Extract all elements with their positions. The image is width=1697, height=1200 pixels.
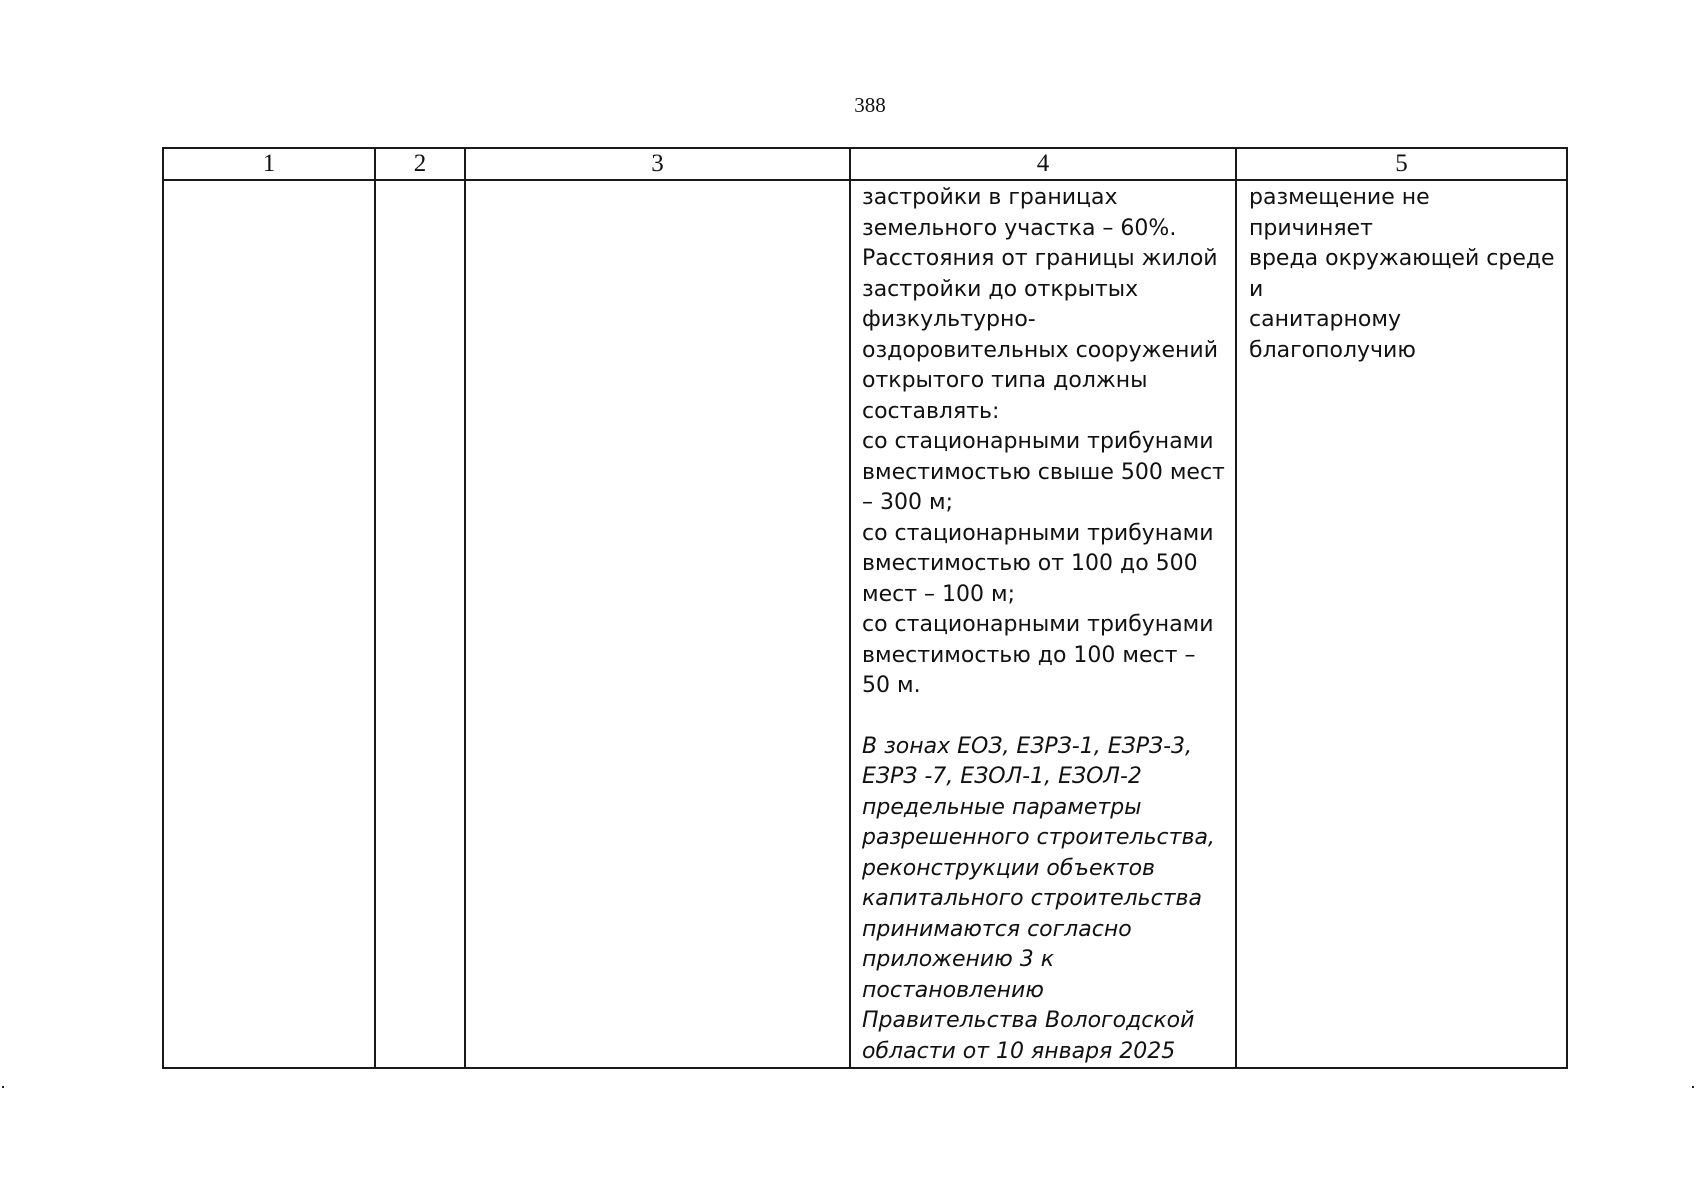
column-header-5: 5 bbox=[1236, 148, 1567, 180]
cell-col-3 bbox=[465, 180, 850, 1068]
cell-col-5 bbox=[1236, 180, 1567, 1068]
table-row bbox=[163, 180, 1567, 1068]
parameters-text: застройки в границах земельного участка – 60%. Расстояния от границы жилой застройки до открытых физкультурно- оздоровительных сооружений открытого типа должны составлять: со стационарными трибунами вместимостью свыше 500 мест – 300 м; со стационарными трибунами вместимостью от 100 до 500 мест – 100 м; со стационарными трибунами вместимостью до 100 мест – 50 м. bbox=[862, 185, 1225, 698]
scan-speck-left bbox=[2, 1086, 4, 1088]
column-header-1: 1 bbox=[163, 148, 375, 180]
cell-col-1 bbox=[163, 180, 375, 1068]
column-header-4: 4 bbox=[850, 148, 1236, 180]
column-header-2: 2 bbox=[375, 148, 465, 180]
conditions-text: размещение не причиняет вреда окружающей среде и санитарному благополучию bbox=[1249, 185, 1555, 363]
column-header-3: 3 bbox=[465, 148, 850, 180]
table-header-row bbox=[163, 148, 1567, 180]
regulations-table bbox=[162, 147, 1568, 1069]
paragraph-gap bbox=[862, 702, 1229, 732]
cell-col-4 bbox=[850, 180, 1236, 1068]
scan-speck-right bbox=[1692, 1086, 1694, 1088]
cell-col-2 bbox=[375, 180, 465, 1068]
zones-note-text: В зонах ЕОЗ, ЕЗРЗ-1, ЕЗРЗ-3, ЕЗРЗ -7, ЕЗОЛ-1, ЕЗОЛ-2 предельные параметры разрешенного строительства, реконструкции объектов капитального строительства принимаются согласно приложению 3 к постановлению Правительства Вологодской области от 10 января 2025 bbox=[862, 733, 1215, 1064]
page-number: 388 bbox=[854, 93, 886, 117]
